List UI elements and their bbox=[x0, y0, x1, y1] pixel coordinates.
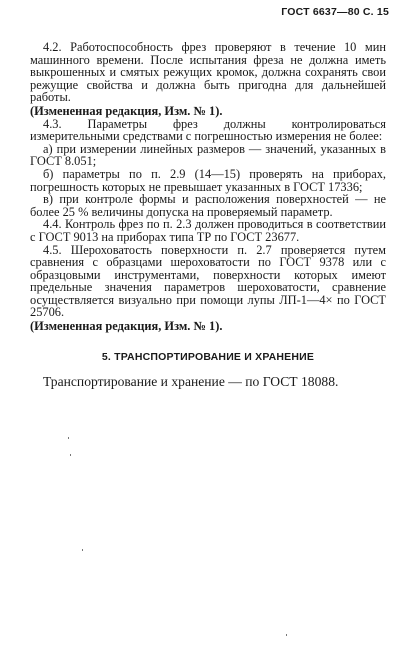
section-heading: 5. ТРАНСПОРТИРОВАНИЕ И ХРАНЕНИЕ bbox=[101, 350, 315, 363]
scan-speck bbox=[82, 549, 83, 551]
paragraph-4-3-b: б) параметры по п. 2.9 (14—15) проверять на приборах, погрешность которых не превышает указанных в ГОСТ 17336; bbox=[30, 166, 386, 194]
scan-speck bbox=[286, 634, 287, 636]
page-header: ГОСТ 6637—80 С. 15 bbox=[281, 6, 389, 18]
paragraph-4-5: 4.5. Шероховатость поверхности п. 2.7 проверяется путем сравнения с образцами шероховатости по ГОСТ 9378 или с образцовыми инструментами, поверхности которых имеют предельные значения параметров шероховатости, сравнение осуществляется визуально при помощи лупы ЛП-1—4× по ГОСТ 25706. bbox=[30, 242, 386, 320]
paragraph-4-2: 4.2. Работоспособность фрез проверяют в течение 10 мин машинного времени. После испытания фреза не должна иметь выкрошенных и смятых режущих кромок, должна сохранять свои режущие свойства и должна быть пригодна для дальнейшей работы. bbox=[30, 40, 386, 105]
edit-note-1: (Измененная редакция, Изм. № 1). bbox=[30, 103, 223, 118]
scan-speck bbox=[70, 454, 71, 456]
document-body bbox=[30, 41, 386, 389]
paragraph-4-3-v: в) при контроле формы и расположения поверхностей — не более 25 % величины допуска на проверяемый параметр. bbox=[30, 192, 386, 219]
edit-note-2: (Измененная редакция, Изм. № 1). bbox=[30, 319, 223, 334]
paragraph-4-3: 4.3. Параметры фрез должны контролироваться измерительными средствами с погрешностью измерения не более: bbox=[30, 116, 386, 144]
section-text: Транспортирование и хранение — по ГОСТ 18088. bbox=[43, 373, 339, 389]
paragraph-4-3-a: а) при измерении линейных размеров — значений, указанных в ГОСТ 8.051; bbox=[30, 141, 386, 169]
scan-speck bbox=[68, 437, 69, 439]
paragraph-4-4: 4.4. Контроль фрез по п. 2.3 должен проводиться в соответствии с ГОСТ 9013 на приборах типа ТР по ГОСТ 23677. bbox=[30, 217, 386, 244]
